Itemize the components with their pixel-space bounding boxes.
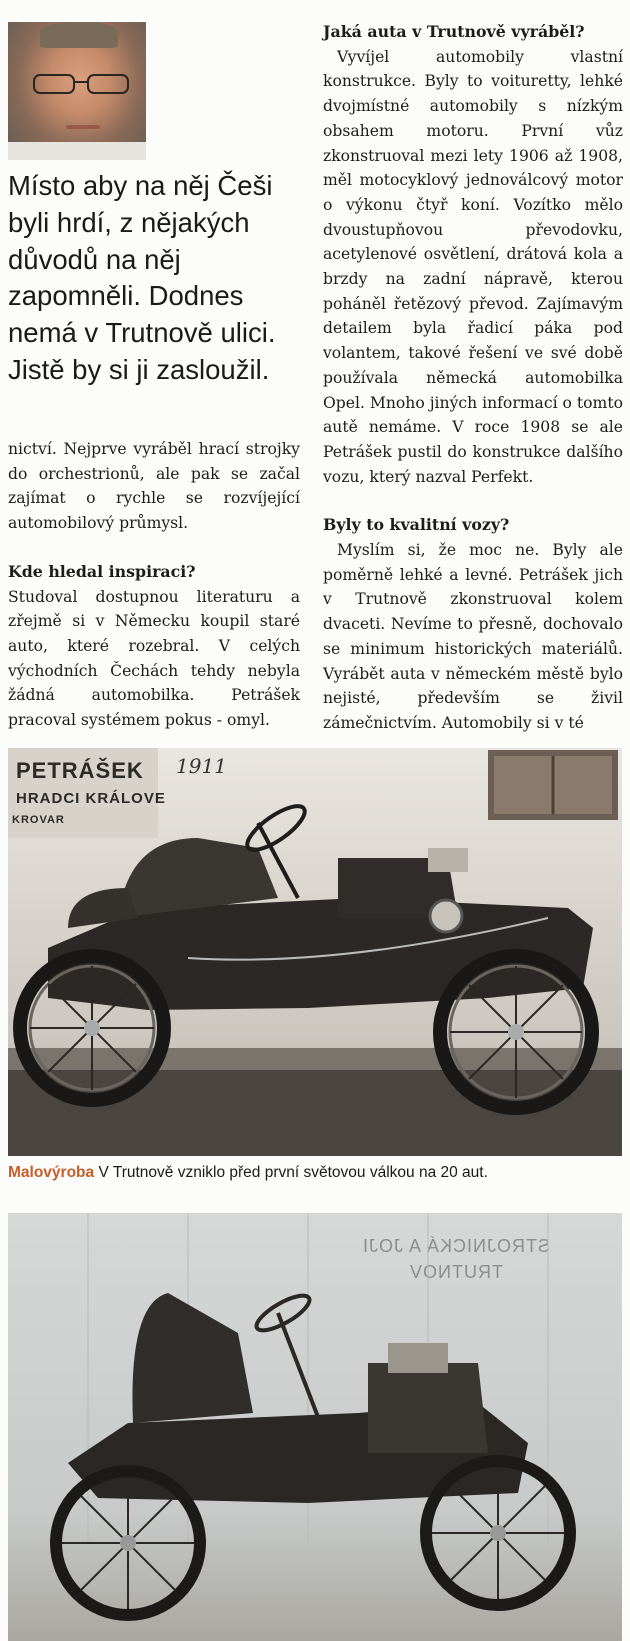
historic-car-photo-2 xyxy=(8,1213,622,1641)
caption-text: V Trutnově vzniklo před první světovou válkou na 20 aut. xyxy=(98,1164,488,1181)
sign-text-line-3: KROVAR xyxy=(12,814,65,826)
question-heading-quality: Byly to kvalitní vozy? xyxy=(323,515,510,535)
intro-paragraph: nictví. Nejprve vyráběl hrací strojky do orchestrionů, ale pak se začal zajímat o rychle se rozvíjející automobilový průmysl. xyxy=(8,440,300,533)
answer-paragraph-inspiration: Studoval dostupnou literaturu a zřejmě si v Německu koupil staré auto, které rozebral. V celých východních Čechách tehdy nebyla žádná automobilka. Petrášek pracoval systémem pokus - omyl. xyxy=(8,587,300,730)
author-portrait-photo xyxy=(8,22,146,160)
sign-text-line-1: PETRÁŠEK xyxy=(16,758,144,783)
photo-caption xyxy=(8,1162,622,1184)
left-column xyxy=(8,437,300,733)
handwritten-year: 1911 xyxy=(176,754,227,778)
right-column xyxy=(323,20,623,736)
mirrored-sign-line-2: TRUTNOV xyxy=(409,1262,503,1282)
pull-quote: Místo aby na něj Češi byli hrdí, z nějakých důvodů na něj zapomněli. Dodnes nemá v Trutnově ulici. Jistě by si ji zasloužil. xyxy=(8,170,276,385)
answer-paragraph-cars: Vyvíjel automobily vlastní konstrukce. Byly to voituretty, lehké dvojmístné automobily s nízkým obsahem motoru. První vůz zkonstruoval mezi lety 1906 až 1908, měl motocyklový jednoválcový motor o výkonu čtyř koní. Vozítko mělo dvoustupňovou převodovku, acetylenové osvětlení, drátová kola a brzdy na zadní nápravě, kterou poháněl řetězový převod. Zajímavým detailem byla řadicí páka pod volantem, takové řešení ve své době používala německá automobilka Opel. Mnoho jiných informací o tomto autě nemáme. V roce 1908 se ale Petrášek pustil do konstrukce dalšího vozu, který nazval Perfekt. xyxy=(323,47,623,486)
historic-car-photo-1911 xyxy=(8,748,622,1156)
answer-paragraph-quality: Myslím si, že moc ne. Byly ale poměrně lehké a levné. Petrášek jich v Trutnově zkonstruoval kolem dvaceti. Nevíme to přesně, dochovalo se minimum historických materiálů. Vyrábět auta v německém městě bylo nejisté, především se živil zámečnictvím. Automobily si v té xyxy=(323,541,623,732)
question-heading-inspiration: Kde hledal inspiraci? xyxy=(8,561,196,581)
mirrored-sign-line-1: STROJNICKÁ A JOJI xyxy=(361,1236,551,1256)
sign-text-line-2: HRADCI KRÁLOVE xyxy=(16,790,166,807)
caption-label: Malovýroba xyxy=(8,1164,95,1181)
question-heading-cars: Jaká auta v Trutnově vyráběl? xyxy=(323,22,585,41)
